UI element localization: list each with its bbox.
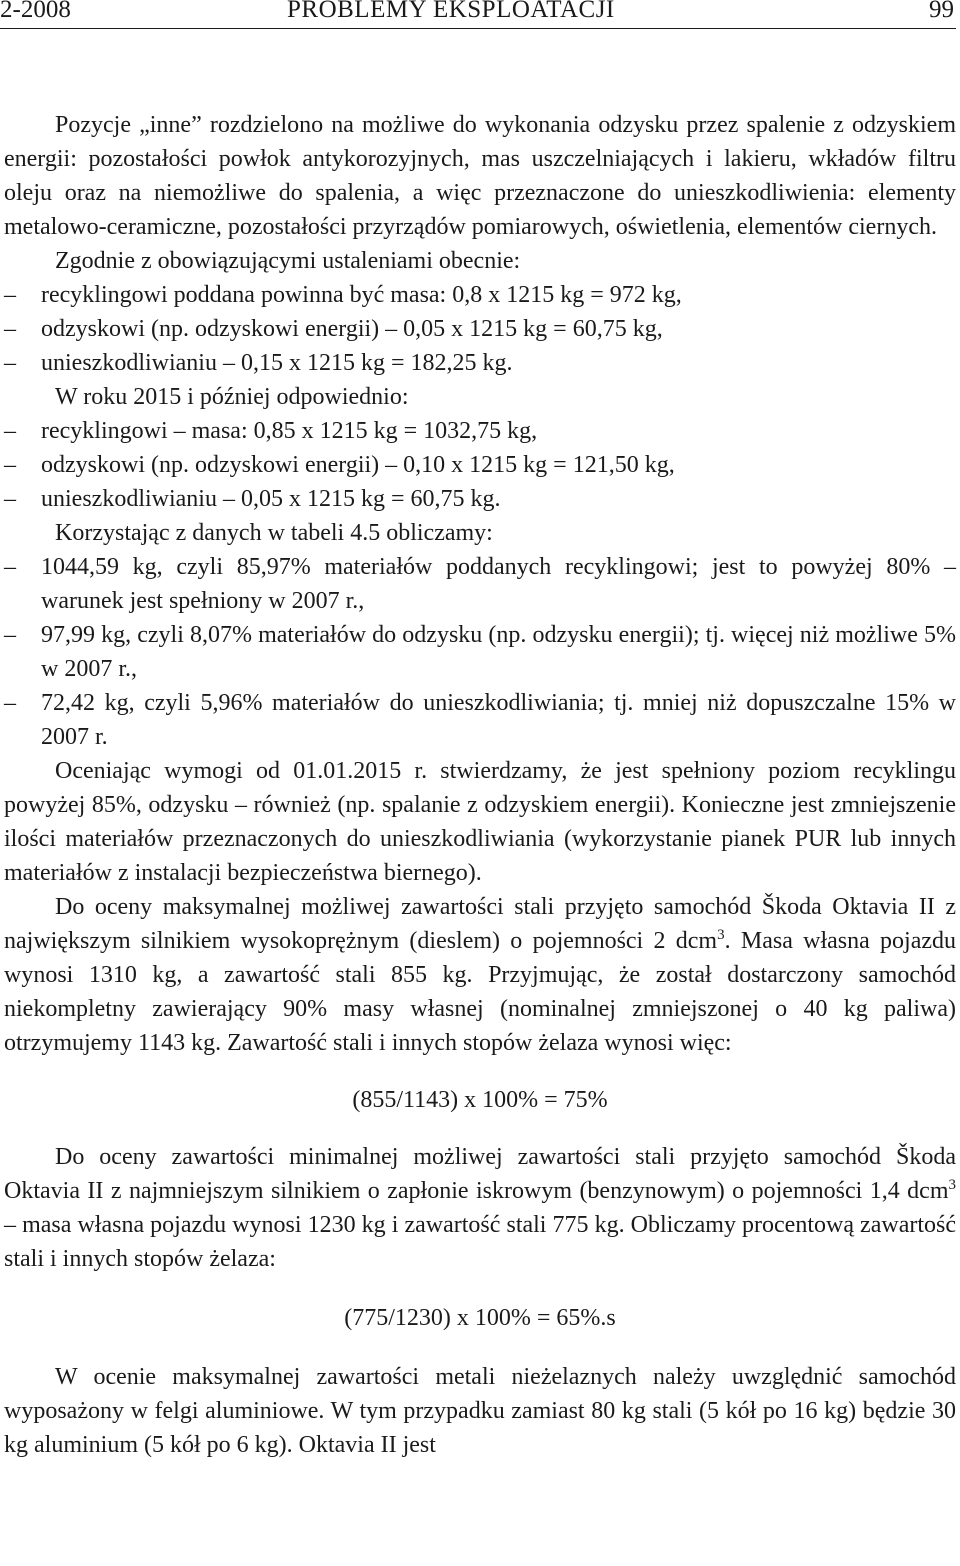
list-item: – unieszkodliwianiu – 0,15 x 1215 kg = 182,25 kg.	[4, 346, 956, 380]
dash-bullet: –	[4, 452, 16, 478]
paragraph-max-steel: Do oceny maksymalnej możliwej zawartości stali przyjęto samochód Škoda Oktavia II z największym silnikiem wysokoprężnym (dieslem) o pojemności 2 dcm$^3$. Masa własna pojazdu wynosi 1310 kg, a zawartość stali 855 kg. Przyjmując, że został dostarczony samochód niekompletny zawierający 90% masy własnej (nominalnej zmniejszonej o 40 kg paliwa) otrzymujemy 1143 kg. Zawartość stali i innych stopów żelaza wynosi więc:	[4, 894, 957, 1056]
spacer	[4, 1276, 956, 1301]
list-item: – 72,42 kg, czyli 5,96% materiałów do unieszkodliwiania; tj. mniej niż dopuszczalne 15% w 2007 r.	[4, 686, 956, 754]
superscript: 3	[948, 1177, 956, 1193]
dash-bullet: –	[4, 486, 16, 512]
page-number: 99	[929, 0, 954, 23]
superscript: 3	[717, 927, 725, 943]
dash-bullet: –	[4, 316, 16, 342]
dash-bullet: –	[4, 554, 16, 580]
paragraph-assessment: Oceniając wymogi od 01.01.2015 r. stwierdzamy, że jest spełniony poziom recyklingu powyżej 85%, odzysku – również (np. spalanie z odzyskiem energii). Konieczne jest zmniejszenie ilości materiałów przeznaczonych do unieszkodliwiania (wykorzystanie pianek PUR lub innych materiałów z instalacji bezpieczeństwa biernego).	[4, 758, 956, 886]
header-rule	[0, 28, 956, 29]
list-current	[4, 278, 956, 380]
running-header	[0, 0, 960, 30]
list-item: – 97,99 kg, czyli 8,07% materiałów do odzysku (np. odzysku energii); tj. więcej niż możliwe 5% w 2007 r.,	[4, 618, 956, 686]
paragraph-intro-table: Korzystając z danych w tabeli 4.5 obliczamy:	[55, 520, 493, 546]
paragraph-min-steel: Do oceny zawartości minimalnej możliwej zawartości stali przyjęto samochód Škoda Oktavia II z najmniejszym silnikiem o zapłonie iskrowym (benzynowym) o pojemności 1,4 dcm$^3$ – masa własna pojazdu wynosi 1230 kg i zawartość stali 775 kg. Obliczamy procentową zawartość stali i innych stopów żelaza:	[4, 1144, 956, 1272]
formula-min-steel: (775/1230) x 100% = 65%.s	[344, 1305, 616, 1331]
issue-number: 2-2008	[0, 0, 71, 23]
article-body	[4, 108, 956, 1462]
dash-bullet: –	[4, 418, 16, 444]
journal-title: PROBLEMY EKSPLOATACJI	[287, 0, 615, 23]
spacer	[4, 1060, 956, 1083]
spacer	[4, 1335, 956, 1360]
paragraph-nonferrous: W ocenie maksymalnej zawartości metali nieżelaznych należy uwzględnić samochód wyposażony w felgi aluminiowe. W tym przypadku zamiast 80 kg stali (5 kół po 16 kg) będzie 30 kg aluminium (5 kół po 6 kg). Oktavia II jest	[4, 1364, 956, 1458]
dash-bullet: –	[4, 690, 16, 716]
spacer	[4, 1117, 956, 1140]
dash-bullet: –	[4, 622, 16, 648]
list-item: – recyklingowi – masa: 0,85 x 1215 kg = 1032,75 kg,	[4, 414, 956, 448]
list-table-results	[4, 550, 956, 754]
list-item: – recyklingowi poddana powinna być masa: 0,8 x 1215 kg = 972 kg,	[4, 278, 956, 312]
formula-max-steel: (855/1143) x 100% = 75%	[352, 1087, 608, 1113]
dash-bullet: –	[4, 350, 16, 376]
paragraph-intro-current: Zgodnie z obowiązującymi ustaleniami obecnie:	[55, 248, 521, 274]
list-item: – unieszkodliwianiu – 0,05 x 1215 kg = 60,75 kg.	[4, 482, 956, 516]
list-item: – odzyskowi (np. odzyskowi energii) – 0,10 x 1215 kg = 121,50 kg,	[4, 448, 956, 482]
list-item: – odzyskowi (np. odzyskowi energii) – 0,05 x 1215 kg = 60,75 kg,	[4, 312, 956, 346]
list-item: – 1044,59 kg, czyli 85,97% materiałów poddanych recyklingowi; jest to powyżej 80% – warunek jest spełniony w 2007 r.,	[4, 550, 956, 618]
paragraph-intro-2015: W roku 2015 i później odpowiednio:	[55, 384, 409, 410]
list-2015	[4, 414, 956, 516]
dash-bullet: –	[4, 282, 16, 308]
paragraph-other-items: Pozycje „inne” rozdzielono na możliwe do wykonania odzysku przez spalenie z odzyskiem energii: pozostałości powłok antykorozyjnych, mas uszczelniających i lakieru, wkładów filtru oleju oraz na niemożliwe do spalenia, a więc przeznaczone do unieszkodliwienia: elementy metalowo-ceramiczne, pozostałości przyrządów pomiarowych, oświetlenia, elementów ciernych.	[4, 112, 956, 240]
